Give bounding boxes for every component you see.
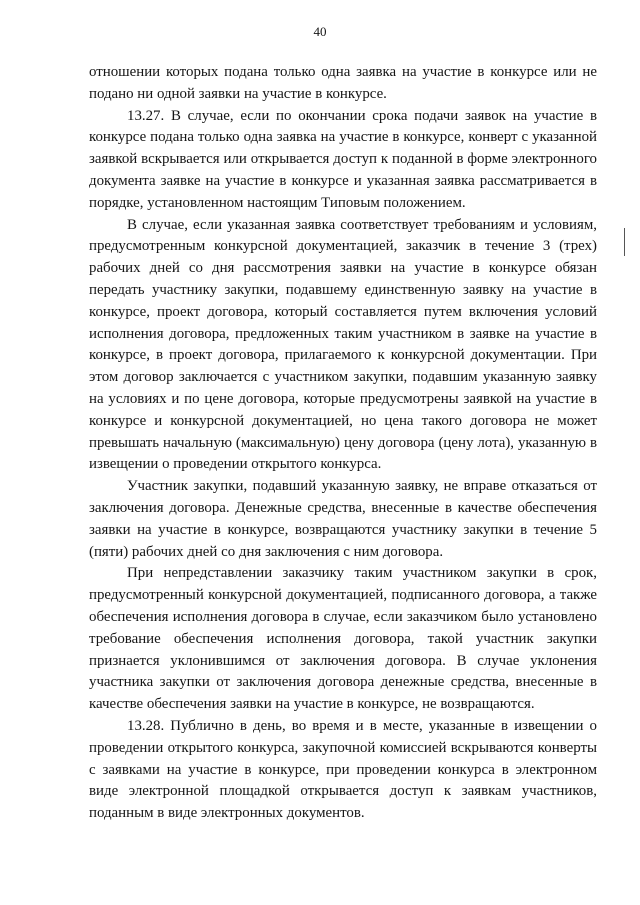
paragraph-no-refusal: Участник закупки, подавший указанную заявку, не вправе отказаться от заключения договора. Денежные средства, внесенные в качестве обеспечения заявки на участие в конкурсе, возвращаются участнику закупки в течение 5 (пяти) рабочих дней со дня заключения с ним договора. (89, 478, 597, 560)
paragraph-single-bid-conditions: В случае, если указанная заявка соответствует требованиям и условиям, предусмотренным конкурсной документацией, заказчик в течение 3 (трех) рабочих дней со дня рассмотрения заявки на участие в конкурсе обязан передать участнику закупки, подавшему единственную заявку на участие в конкурсе, проект договора, который составляется путем включения условий исполнения договора, предложенных таким участником в заявке на участие в конкурсе, в проект договора, прилагаемого к конкурсной документации. При этом договор заключается с участником закупки, подавшим указанную заявку на условиях и по цене договора, которые предусмотрены заявкой на участие в конкурсе и конкурсной документацией, но цена такого договора не может превышать начальную (максимальную) цену договора (цену лота), указанную в извещении о проведении открытого конкурса. (89, 216, 597, 473)
paragraph-continuation: отношении которых подана только одна заявка на участие в конкурсе или не подано ни одной заявки на участие в конкурсе. (89, 64, 597, 102)
paragraph-13-27: 13.27. В случае, если по окончании срока подачи заявок на участие в конкурсе подана только одна заявка на участие в конкурсе, конверт с указанной заявкой вскрывается или открывается доступ к поданной в форме электронного документа заявке на участие в конкурсе и указанная заявка рассматривается в порядке, установленном настоящим Типовым положением. (89, 107, 597, 211)
paragraph-13-28: 13.28. Публично в день, во время и в месте, указанные в извещении о проведении открытого конкурса, закупочной комиссией вскрываются конверты с заявками на участие в конкурсе, при проведении конкурса в электронном виде электронной площадкой открывается доступ к заявкам участников, поданным в виде электронных документов. (89, 717, 597, 822)
document-body (89, 62, 597, 825)
margin-mark (624, 228, 625, 256)
page-number: 40 (313, 24, 327, 39)
paragraph-evasion: При непредставлении заказчику таким участником закупки в срок, предусмотренный конкурсной документацией, подписанного договора, а также обеспечения исполнения договора в случае, если заказчиком было установлено требование обеспечения исполнения договора, такой участник закупки признается уклонившимся от заключения договора. В случае уклонения участника закупки от заключения договора денежные средства, внесенные в качестве обеспечения заявки на участие в конкурсе, не возвращаются. (89, 565, 597, 713)
